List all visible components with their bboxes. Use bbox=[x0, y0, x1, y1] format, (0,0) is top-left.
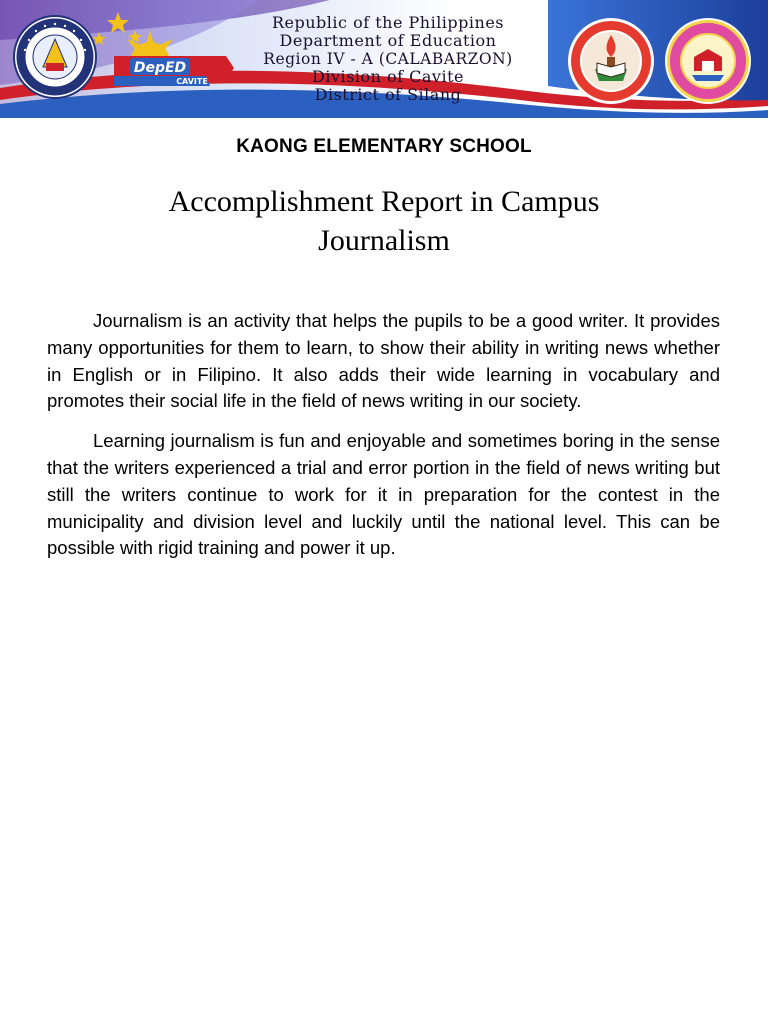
letterhead-line-republic: Republic of the Philippines bbox=[271, 13, 505, 32]
letterhead-line-region: Region IV - A (CALABARZON) bbox=[263, 50, 513, 68]
report-body bbox=[47, 308, 720, 575]
letterhead-text bbox=[0, 14, 768, 104]
body-paragraph: Journalism is an activity that helps the pupils to be a good writer. It provides many opportunities for them to learn, to show their ability in writing news whether in English or in Filipino. It also adds their wide learning in vocabulary and promotes their social life in the field of news writing in our society. bbox=[47, 310, 720, 412]
letterhead-line-district: District of Silang bbox=[314, 85, 462, 104]
body-paragraph: Learning journalism is fun and enjoyable and sometimes boring in the sense that the writers experienced a trial and error portion in the field of news writing but still the writers continue to work for it in preparation for the contest in the municipality and division level and luckily until the national level. This can be possible with rigid training and power it up. bbox=[47, 430, 720, 559]
letterhead-line-department: Department of Education bbox=[279, 31, 497, 50]
svg-text:CAVITE: CAVITE bbox=[176, 77, 208, 86]
letterhead-line-division: Division of Cavite bbox=[312, 67, 464, 86]
report-title: Accomplishment Report in Campus Journalism bbox=[168, 185, 600, 257]
school-name: KAONG ELEMENTARY SCHOOL bbox=[236, 136, 532, 157]
letterhead-banner bbox=[0, 0, 768, 118]
svg-text:DepED: DepED bbox=[133, 60, 187, 76]
